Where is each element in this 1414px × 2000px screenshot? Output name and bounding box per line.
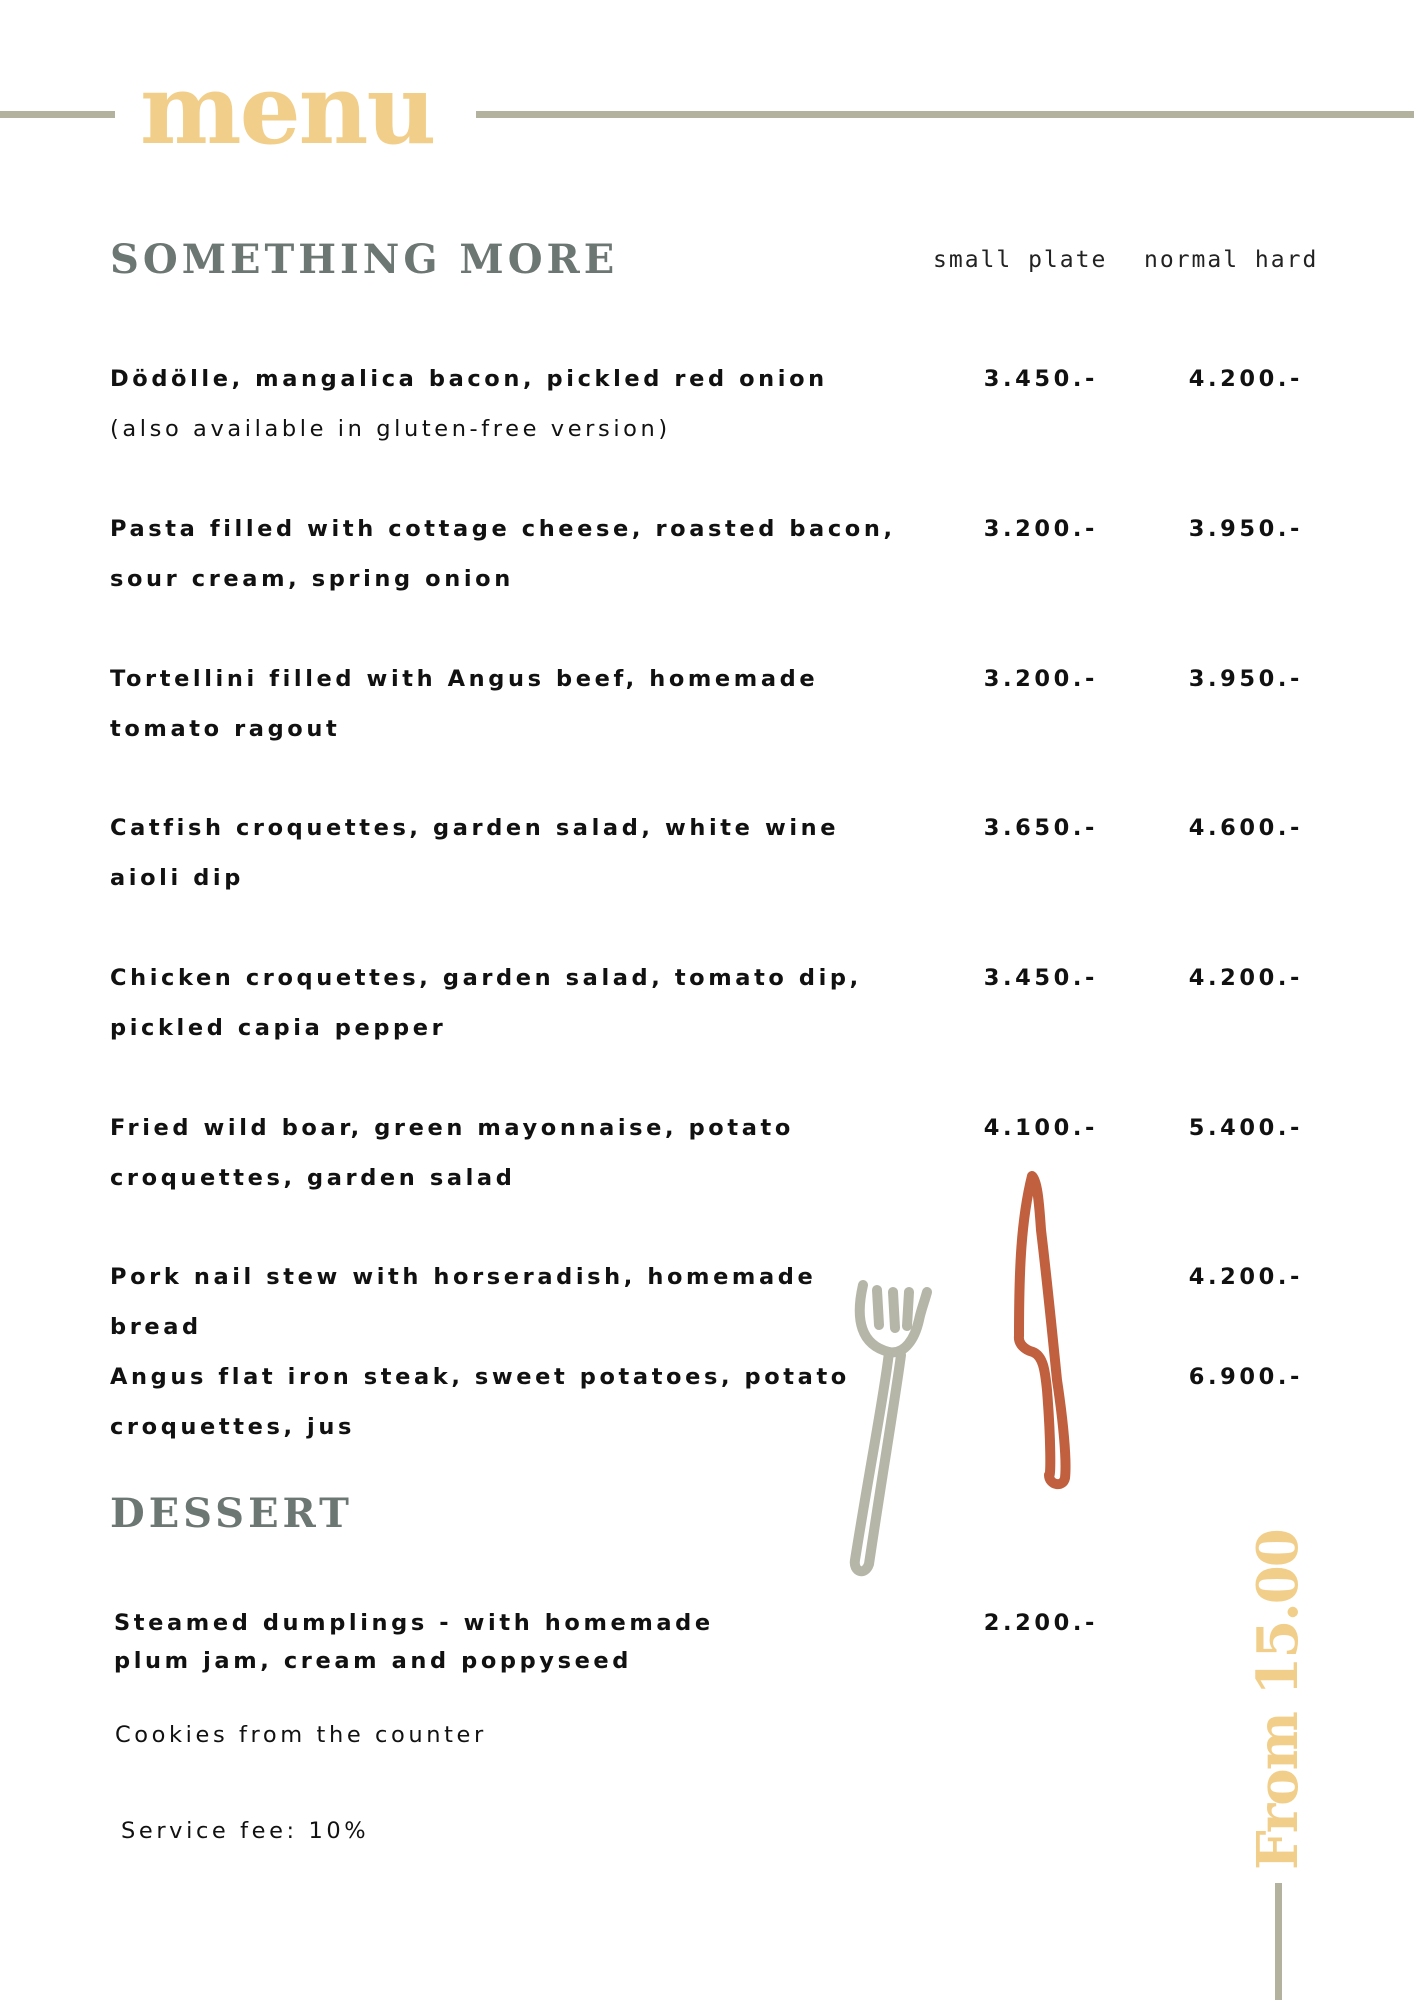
price-small-plate: 4.100.-	[983, 1115, 1098, 1141]
header-rule-left	[0, 111, 115, 118]
menu-item	[110, 803, 910, 903]
price-normal-hard: 4.600.-	[1188, 815, 1303, 841]
menu-item	[110, 1252, 910, 1352]
service-fee: Service fee: 10%	[121, 1818, 370, 1844]
menu-item	[114, 1604, 774, 1680]
menu-item	[110, 354, 910, 454]
price-small-plate: 3.200.-	[983, 516, 1098, 542]
menu-item-name: Pasta filled with cottage cheese, roasted bacon, sour cream, spring onion	[110, 516, 896, 592]
menu-item	[110, 953, 910, 1053]
price-small-plate: 3.450.-	[983, 366, 1098, 392]
knife-icon	[1019, 1176, 1066, 1484]
price-normal-hard: 4.200.-	[1188, 366, 1303, 392]
menu-item-name: Tortellini filled with Angus beef, homemade tomato ragout	[110, 666, 819, 742]
menu-item-name: Angus flat iron steak, sweet potatoes, potato croquettes, jus	[110, 1364, 850, 1440]
column-header-small-plate: small plate	[933, 247, 1108, 273]
price-normal-hard: 6.900.-	[1188, 1364, 1303, 1390]
price-normal-hard: 5.400.-	[1188, 1115, 1303, 1141]
price-normal-hard: 3.950.-	[1188, 516, 1303, 542]
menu-item-name: Dödölle, mangalica bacon, pickled red onion	[110, 366, 828, 392]
price-normal-hard: 3.950.-	[1188, 666, 1303, 692]
section-title-dessert: DESSERT	[110, 1490, 353, 1537]
menu-item-name: Catfish croquettes, garden salad, white wine aioli dip	[110, 815, 840, 891]
price-normal-hard: 4.200.-	[1188, 1264, 1303, 1290]
column-header-normal-hard: normal hard	[1144, 247, 1319, 273]
price-small-plate: 3.450.-	[983, 965, 1098, 991]
cookies-note: Cookies from the counter	[115, 1722, 487, 1748]
price-small-plate: 3.200.-	[983, 666, 1098, 692]
menu-item-name: Chicken croquettes, garden salad, tomato dip, pickled capia pepper	[110, 965, 862, 1041]
menu-item-name: Fried wild boar, green mayonnaise, potato croquettes, garden salad	[110, 1115, 794, 1191]
price-small-plate: 2.200.-	[983, 1610, 1098, 1636]
price-small-plate: 3.650.-	[983, 815, 1098, 841]
cutlery-illustration	[825, 1160, 1095, 1590]
header-rule-right	[476, 111, 1414, 118]
menu-item-name: Steamed dumplings - with homemade plum jam, cream and poppyseed	[114, 1610, 714, 1674]
menu-item	[110, 504, 910, 604]
footer-vertical-rule	[1275, 1883, 1282, 2000]
page-title: menu	[140, 53, 435, 166]
menu-item	[110, 1352, 910, 1452]
menu-item	[110, 654, 910, 754]
price-normal-hard: 4.200.-	[1188, 965, 1303, 991]
menu-item-name: Pork nail stew with horseradish, homemade bread	[110, 1264, 817, 1340]
section-title-something-more: SOMETHING MORE	[110, 236, 619, 283]
menu-item	[110, 1103, 910, 1203]
menu-item-note: (also available in gluten-free version)	[110, 416, 671, 442]
fork-icon	[855, 1285, 927, 1571]
opening-time-label: From 15.00	[1245, 1530, 1311, 1870]
